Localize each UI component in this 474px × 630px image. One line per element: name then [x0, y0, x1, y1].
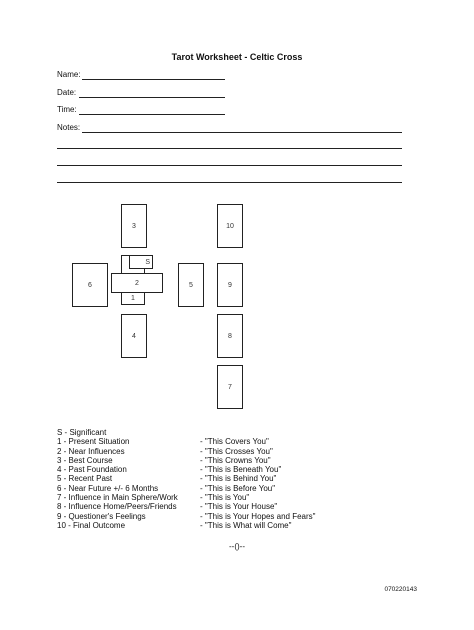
card-significant: S: [129, 255, 153, 269]
card-6: 6: [72, 263, 108, 307]
legend-item: 8 - Influence Home/Peers/Friends: [57, 502, 177, 512]
date-line: [79, 97, 225, 98]
notes-line: [82, 132, 402, 133]
card-1: 1: [121, 255, 145, 305]
legend-item: 5 - Recent Past: [57, 474, 113, 484]
notes-label: Notes:: [57, 123, 81, 132]
card-9: 9: [217, 263, 243, 307]
time-label: Time:: [57, 105, 77, 114]
legend-item: 3 - Best Course: [57, 455, 113, 465]
notes-line[interactable]: [57, 148, 402, 149]
legend-item: 4 - Past Foundation: [57, 465, 127, 475]
legend-item: 9 - Questioner's Feelings: [57, 511, 146, 521]
footer-mark: --()--: [229, 542, 245, 551]
notes-line[interactable]: [57, 182, 402, 183]
legend-meaning: - "This Crosses You": [200, 446, 273, 456]
legend-item: 2 - Near Influences: [57, 446, 125, 456]
document-id: 070220143: [384, 586, 417, 593]
legend-item: 6 - Near Future +/- 6 Months: [57, 483, 159, 493]
page-title: Tarot Worksheet - Celtic Cross: [171, 52, 303, 62]
legend-meaning: [200, 428, 316, 437]
card-4: 4: [121, 314, 147, 358]
card-7: 7: [217, 365, 243, 409]
legend-meaning: - "This is Beneath You": [200, 465, 282, 475]
notes-line[interactable]: [57, 165, 402, 166]
name-field[interactable]: [57, 70, 227, 81]
legend-meanings: [200, 428, 316, 530]
legend-meaning: - "This is You": [200, 493, 250, 503]
legend-meaning: - "This is Behind You": [200, 474, 277, 484]
legend-item: 10 - Final Outcome: [57, 520, 126, 530]
card-3: 3: [121, 204, 147, 248]
name-label: Name:: [57, 70, 81, 79]
legend-meaning: - "This Crowns You": [200, 455, 271, 465]
date-field[interactable]: [57, 88, 227, 99]
card-2: 2: [111, 273, 163, 293]
card-8: 8: [217, 314, 243, 358]
legend-item: 1 - Present Situation: [57, 437, 130, 447]
legend-meaning: - "This is Your Hopes and Fears": [200, 511, 316, 521]
name-line: [82, 79, 225, 80]
legend-item: 7 - Influence in Main Sphere/Work: [57, 493, 178, 503]
legend-item: S - Significant: [57, 428, 107, 437]
card-5: 5: [178, 263, 204, 307]
date-label: Date:: [57, 88, 77, 97]
legend-positions: [57, 428, 178, 530]
legend-meaning: - "This is Before You": [200, 483, 276, 493]
time-field[interactable]: [57, 105, 227, 116]
time-line: [79, 114, 225, 115]
legend-meaning: - "This is Your House": [200, 502, 278, 512]
legend-meaning: - "This Covers You": [200, 437, 269, 447]
notes-field[interactable]: [57, 123, 402, 134]
legend-meaning: - "This is What will Come": [200, 520, 292, 530]
card-10: 10: [217, 204, 243, 248]
